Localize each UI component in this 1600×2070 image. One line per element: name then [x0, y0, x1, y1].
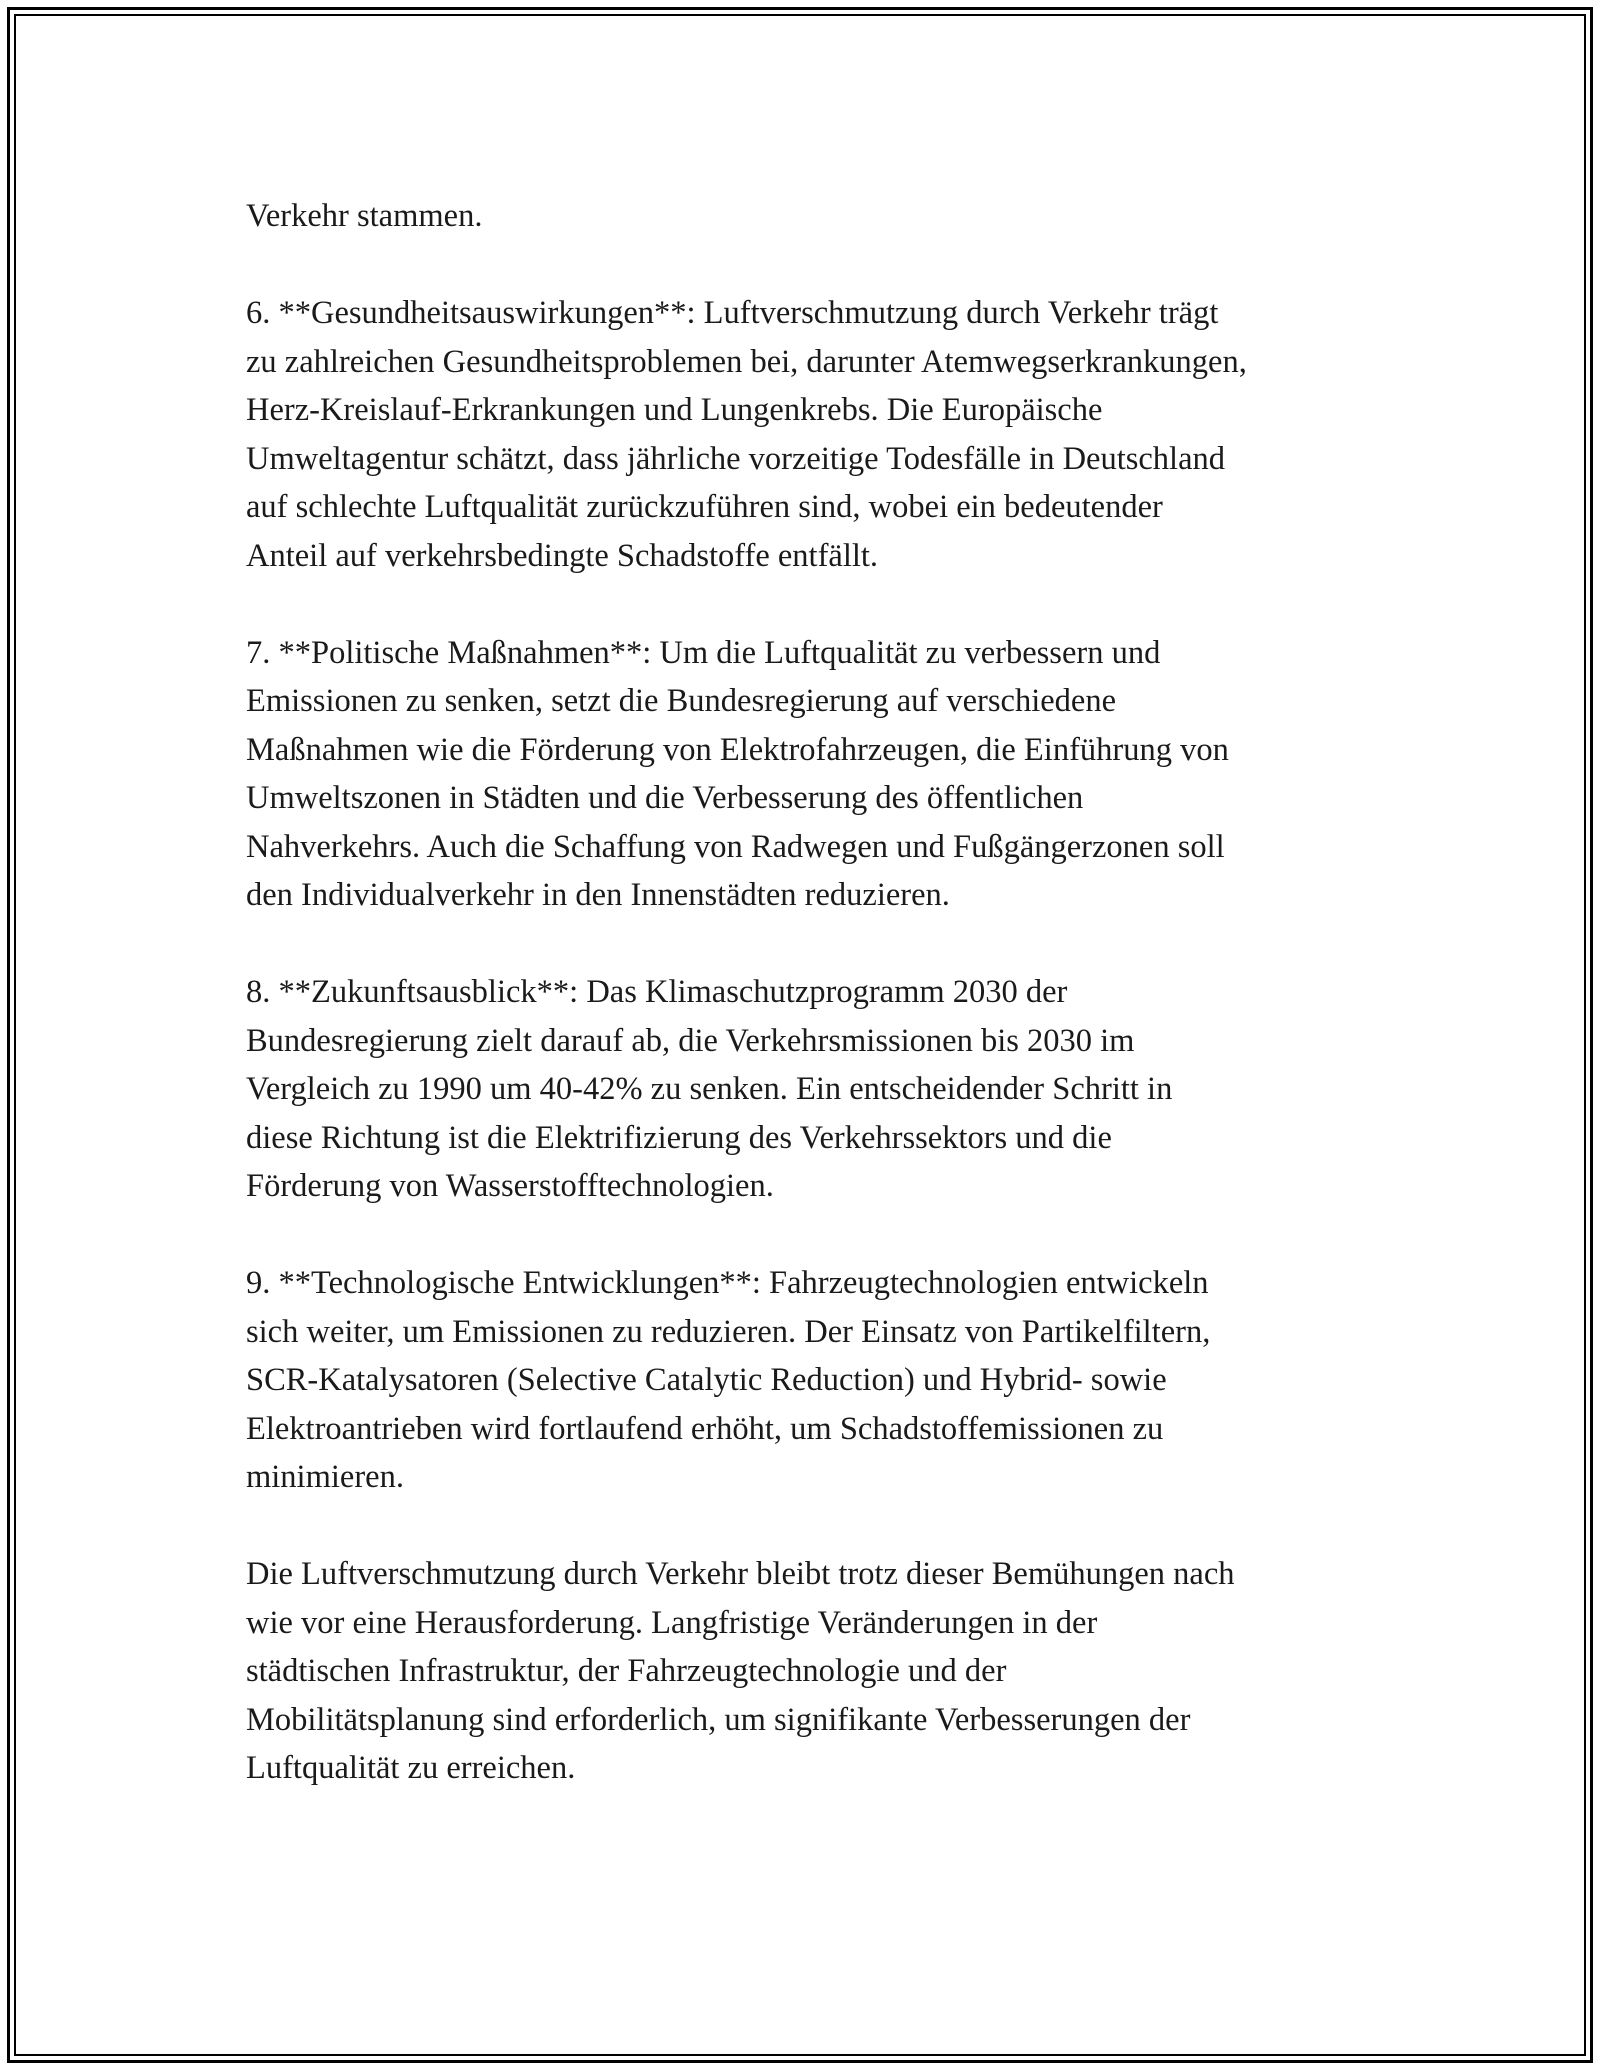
- paragraph-health-effects: 6. **Gesundheitsauswirkungen**: Luftverschmutzung durch Verkehr trägt zu zahlreichen Gesundheitsproblemen bei, darunter Atemwegserkrankungen, Herz-Kreislauf-Erkrankungen und Lungenkrebs. Die Europäische Umweltagentur schätzt, dass jährliche vorzeitige Todesfälle in Deutschland auf schlechte Luftqualität zurückzuführen sind, wobei ein bedeutender Anteil auf verkehrsbedingte Schadstoffe entfällt.: [246, 295, 1247, 574]
- paragraph-conclusion: Die Luftverschmutzung durch Verkehr bleibt trotz dieser Bemühungen nach wie vor eine Herausforderung. Langfristige Veränderungen in der städtischen Infrastruktur, der Fahrzeugtechnologie und der Mobilitätsplanung sind erforderlich, um signifikante Verbesserungen der Luftqualität zu erreichen.: [246, 1556, 1235, 1786]
- document-body: [246, 192, 1386, 1841]
- paragraph-future-outlook: 8. **Zukunftsausblick**: Das Klimaschutzprogramm 2030 der Bundesregierung zielt darauf ab, die Verkehrsmissionen bis 2030 im Vergleich zu 1990 um 40-42% zu senken. Ein entscheidender Schritt in diese Richtung ist die Elektrifizierung des Verkehrssektors und die Förderung von Wasserstofftechnologien.: [246, 974, 1173, 1204]
- paragraph-continuation: Verkehr stammen.: [246, 198, 483, 234]
- paragraph-technological-developments: 9. **Technologische Entwicklungen**: Fahrzeugtechnologien entwickeln sich weiter, um Emissionen zu reduzieren. Der Einsatz von Partikelfiltern, SCR-Katalysatoren (Selective Catalytic Reduction) und Hybrid- sowie Elektroantrieben wird fortlaufend erhöht, um Schadstoffemissionen zu minimieren.: [246, 1265, 1211, 1495]
- page-frame: [7, 7, 1593, 2063]
- paragraph-policy-measures: 7. **Politische Maßnahmen**: Um die Luftqualität zu verbessern und Emissionen zu senken, setzt die Bundesregierung auf verschiedene Maßnahmen wie die Förderung von Elektrofahrzeugen, die Einführung von Umweltszonen in Städten und die Verbesserung des öffentlichen Nahverkehrs. Auch die Schaffung von Radwegen und Fußgängerzonen soll den Individualverkehr in den Innenstädten reduzieren.: [246, 634, 1229, 913]
